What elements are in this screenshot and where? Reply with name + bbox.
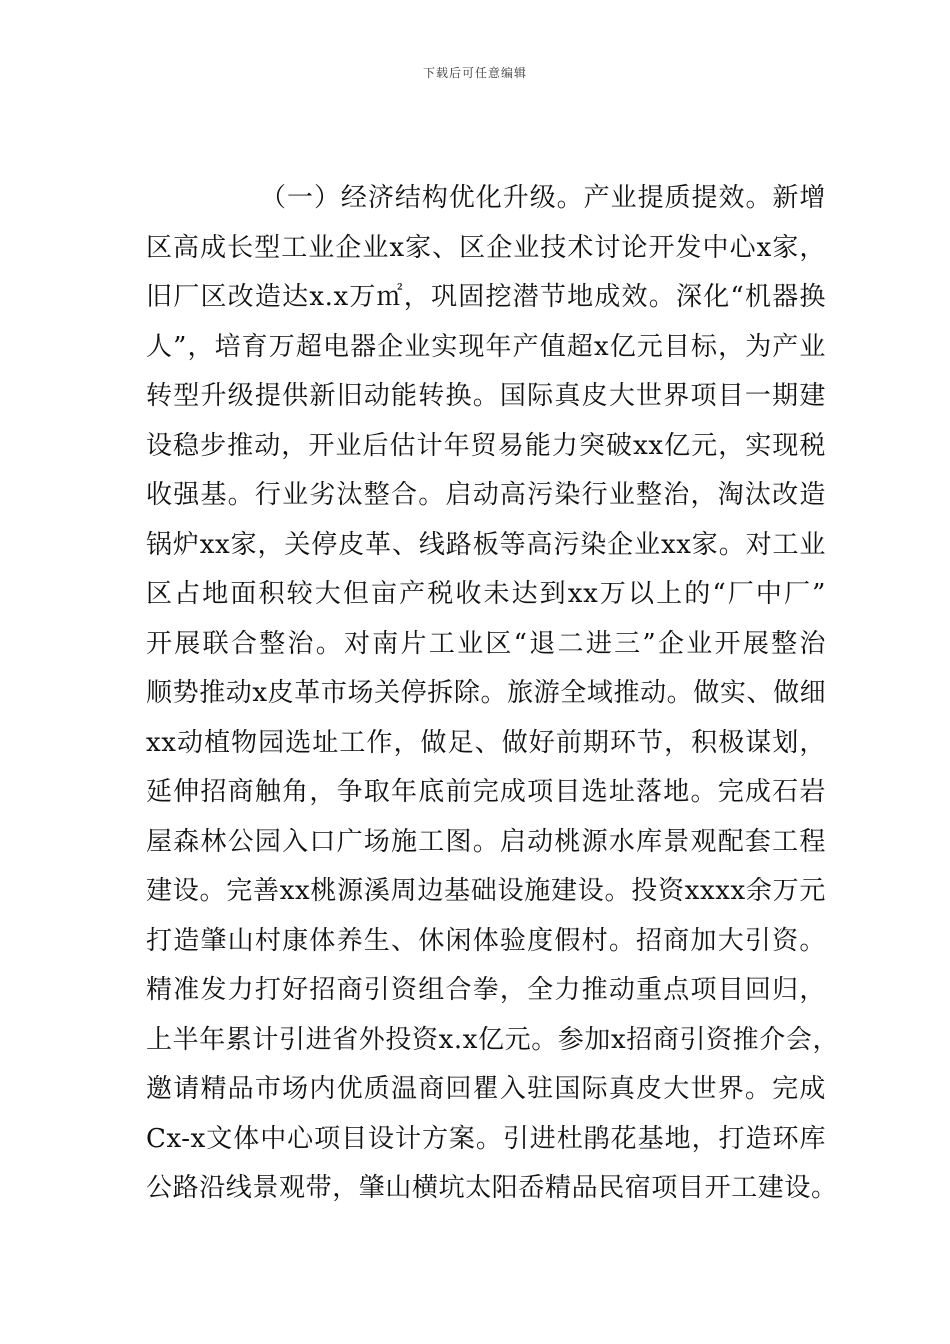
paragraph-line: 区高成长型工业企业x家、区企业技术讨论开发中心x家，: [146, 232, 826, 263]
paragraph-line: 收强基。行业劣汰整合。启动高污染行业整治，淘汰改造: [146, 480, 826, 510]
paragraph-line: 打造肇山村康体养生、休闲体验度假村。招商加大引资。: [146, 925, 826, 956]
paragraph-line: xx动植物园选址工作，做足、做好前期环节，积极谋划，: [146, 727, 826, 758]
paragraph-line: 上半年累计引进省外投资x.x亿元。参加x招商引资推介会，: [146, 1024, 840, 1055]
paragraph-line: 公路沿线景观带，肇山横坑太阳岙精品民宿项目开工建设。: [146, 1173, 838, 1203]
paragraph-line: 旧厂区改造达x.x万㎡，巩固挖潜节地成效。深化“机器换: [146, 282, 826, 312]
paragraph-line: 开展联合整治。对南片工业区“退二进三”企业开展整治: [146, 628, 826, 659]
paragraph-line: 邀请精品市场内优质温商回瞿入驻国际真皮大世界。完成: [146, 1074, 826, 1104]
page-header-note: 下载后可任意编辑: [422, 66, 527, 80]
paragraph-line: 转型升级提供新旧动能转换。国际真皮大世界项目一期建: [146, 381, 826, 411]
paragraph-line: 区占地面积较大但亩产税收未达到xx万以上的“厂中厂”: [146, 579, 826, 609]
paragraph-line: 屋森林公园入口广场施工图。启动桃源水库景观配套工程: [146, 826, 826, 857]
paragraph-line: 锅炉xx家，关停皮革、线路板等高污染企业xx家。对工业: [146, 529, 826, 560]
body-paragraph: [146, 174, 840, 1214]
paragraph-line: 顺势推动x皮革市场关停拆除。旅游全域推动。做实、做细: [146, 678, 827, 708]
paragraph-line: 设稳步推动，开业后估计年贸易能力突破xx亿元，实现税: [146, 430, 826, 461]
paragraph-line: 精准发力打好招商引资组合拳，全力推动重点项目回归，: [146, 975, 826, 1005]
paragraph-line: （一）经济结构优化升级。产业提质提效。新增: [260, 183, 826, 213]
paragraph-line: 建设。完善xx桃源溪周边基础设施建设。投资xxxx余万元: [146, 876, 826, 906]
paragraph-line: 人”，培育万超电器企业实现年产值超x亿元目标，为产业: [146, 331, 826, 362]
paragraph-line: Cx-x文体中心项目设计方案。引进杜鹃花基地，打造环库: [146, 1123, 826, 1154]
paragraph-line: 延伸招商触角，争取年底前完成项目选址落地。完成石岩: [146, 777, 826, 807]
